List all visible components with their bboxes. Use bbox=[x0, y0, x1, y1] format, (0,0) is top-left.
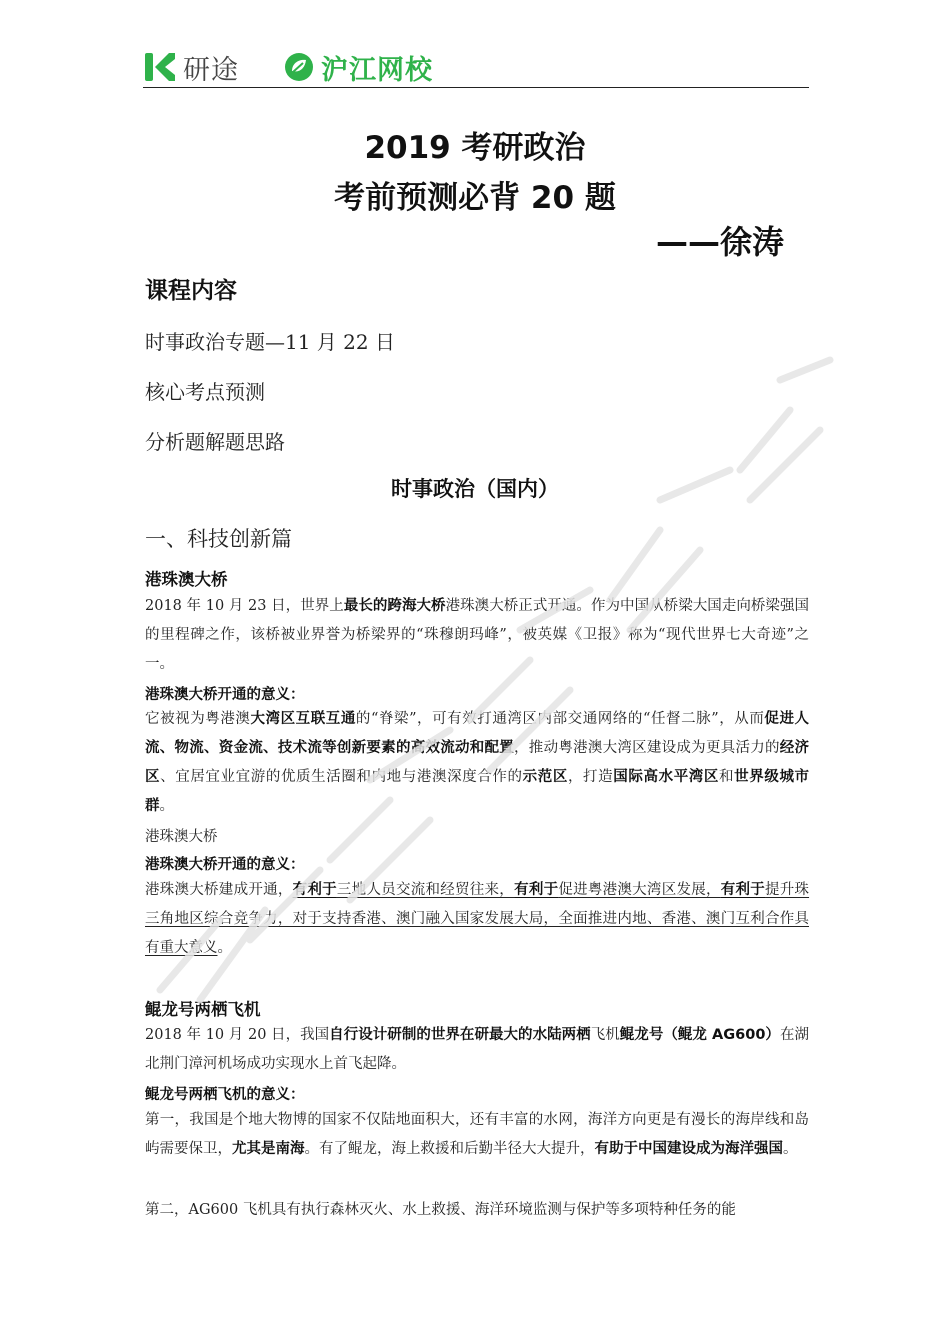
emphasis-run: 大湾区互联互通 bbox=[250, 711, 356, 727]
emphasis-run: 示范区 bbox=[522, 769, 568, 785]
doc-author: ——徐涛 bbox=[655, 223, 784, 261]
emphasis-run: 经济区 bbox=[145, 740, 810, 785]
text-run: 第一，我国是个地大物博的国家不仅陆地面积大，还有丰富的水网，海洋方向更是有漫长的海岸线和岛屿需要保卫， bbox=[145, 1112, 809, 1157]
course-item: 时事政治专题—11 月 22 日 bbox=[145, 330, 395, 354]
course-item: 核心考点预测 bbox=[145, 380, 265, 404]
bridge-heading: 港珠澳大桥 bbox=[145, 570, 228, 589]
plane-heading: 鲲龙号两栖飞机 bbox=[145, 1000, 261, 1019]
bridge-significance-label-2: 港珠澳大桥开通的意义： bbox=[145, 857, 305, 873]
yantu-k-icon bbox=[143, 50, 177, 84]
text-run: 和 bbox=[719, 769, 735, 785]
plane-significance-paragraph bbox=[145, 1106, 809, 1164]
text-run: 的“脊梁”，可有效打通湾区内部交通网络的“任督二脉”，从而 bbox=[355, 711, 765, 727]
emphasis-run: 有利于 bbox=[720, 882, 766, 898]
emphasis-run: 尤其是南海 bbox=[232, 1141, 305, 1157]
emphasis-run: 促进人流、物流、资金流、技术流等创新要素的高效流动和配置 bbox=[145, 711, 810, 756]
emphasis-run: 国际高水平湾区 bbox=[613, 769, 720, 785]
course-heading: 课程内容 bbox=[145, 278, 237, 304]
yantu-logo bbox=[143, 47, 239, 87]
bridge-significance-paragraph-2 bbox=[145, 876, 809, 963]
hujiang-leaf-icon bbox=[283, 51, 315, 83]
section-title: 时事政治（国内） bbox=[391, 477, 559, 501]
hujiang-logo bbox=[283, 47, 433, 87]
text-run: 促进粤港澳大湾区发展， bbox=[558, 882, 721, 898]
text-run: 。 bbox=[217, 940, 232, 956]
emphasis-run: 有利于 bbox=[292, 882, 337, 898]
text-run: 。有了鲲龙，海上救援和后勤半径大大提升， bbox=[304, 1141, 595, 1157]
plane-significance-label: 鲲龙号两栖飞机的意义： bbox=[145, 1087, 305, 1103]
text-run: 三地人员交流和经贸往来， bbox=[336, 882, 515, 898]
emphasis-run: 有助于中国建设成为海洋强国 bbox=[594, 1141, 783, 1157]
text-run: 港珠澳大桥正式开通。作为中国从桥梁大国走向桥梁强国的里程碑之作，该桥被业界誉为桥梁界的“珠穆朗玛峰”，被英媒《卫报》称为“现代世界七大奇迹”之一。 bbox=[145, 598, 810, 672]
text-run: 、宜居宜业宜游的优质生活圈和内地与港澳深度合作的 bbox=[160, 769, 523, 785]
text-run: 。 bbox=[159, 798, 174, 814]
text-run: 飞机 bbox=[590, 1027, 620, 1043]
bridge-intro-paragraph bbox=[145, 592, 809, 679]
emphasis-run: 世界级城市群 bbox=[145, 769, 810, 814]
text-run: 港珠澳大桥建成开通， bbox=[145, 882, 293, 898]
doc-title-line2: 考前预测必背 20 题 bbox=[334, 180, 616, 216]
chapter-heading: 一、科技创新篇 bbox=[145, 527, 292, 551]
course-item: 分析题解题思路 bbox=[145, 430, 285, 454]
plane-intro-paragraph bbox=[145, 1021, 809, 1079]
text-run: 2018 年 10 月 20 日，我国 bbox=[145, 1027, 330, 1043]
text-run: 在湖北荆门漳河机场成功实现水上首飞起降。 bbox=[145, 1027, 809, 1072]
emphasis-run: 有利于 bbox=[514, 882, 559, 898]
text-run: ，推动粤港澳大湾区建设成为更具活力的 bbox=[514, 740, 780, 756]
bridge-significance-paragraph bbox=[145, 705, 809, 821]
text-run: 它被视为粤港澳 bbox=[145, 711, 251, 727]
bridge-significance-label: 港珠澳大桥开通的意义： bbox=[145, 687, 305, 703]
bridge-repeat-title: 港珠澳大桥 bbox=[145, 829, 218, 845]
page-header bbox=[143, 47, 809, 87]
hujiang-logo-text: 沪江网校 bbox=[321, 54, 433, 86]
text-run: 提升珠三角地区综合竞争力，对于支持香港、澳门融入国家发展大局，全面推进内地、香港、澳门互利合作具有重大意义 bbox=[145, 882, 810, 956]
emphasis-run: 自行设计研制的世界在研最大的 bbox=[329, 1027, 533, 1043]
emphasis-run: 鲲龙号（鲲龙 AG600） bbox=[619, 1027, 780, 1043]
emphasis-run: 水陆两栖 bbox=[532, 1027, 591, 1043]
emphasis-run: 最长的跨海大桥 bbox=[343, 598, 446, 614]
doc-title-line1: 2019 考研政治 bbox=[364, 130, 586, 166]
header-divider bbox=[143, 87, 809, 88]
yantu-logo-text: 研途 bbox=[183, 54, 239, 86]
text-run: ，打造 bbox=[567, 769, 614, 785]
text-run: 2018 年 10 月 23 日，世界上 bbox=[145, 598, 344, 614]
text-run: 。 bbox=[783, 1141, 798, 1157]
plane-second-point: 第二，AG600 飞机具有执行森林灭火、水上救援、海洋环境监测与保护等多项特种任务的能 bbox=[145, 1202, 736, 1218]
